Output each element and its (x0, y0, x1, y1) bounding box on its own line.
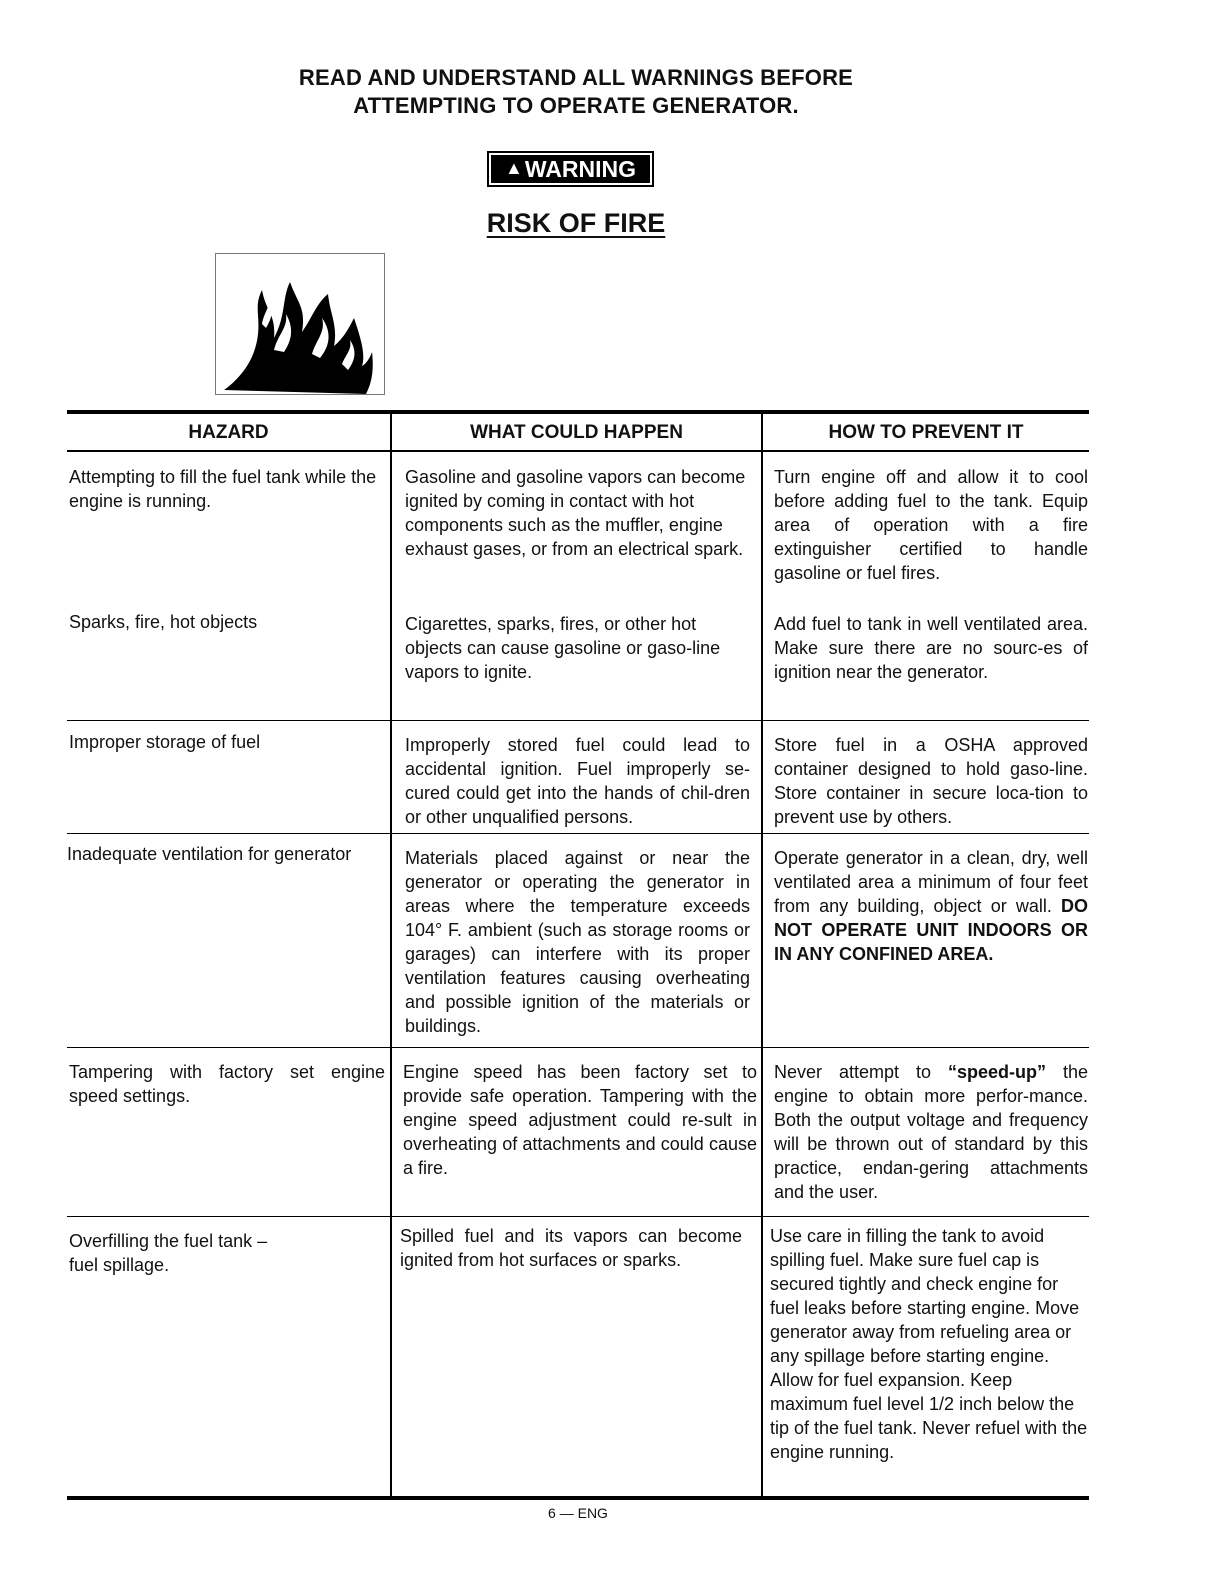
flame-icon (216, 254, 386, 396)
prevent-cell (774, 1060, 1088, 1204)
column-divider (390, 414, 392, 1496)
column-header-what-could-happen: WHAT COULD HAPPEN (470, 422, 683, 443)
hazard-table (67, 410, 1089, 1500)
row-divider (67, 833, 1089, 834)
header-line-2: ATTEMPTING TO OPERATE GENERATOR. (353, 93, 799, 118)
happen-cell: Spilled fuel and its vapors can become ignited from hot surfaces or sparks. (400, 1226, 742, 1270)
column-header-how-to-prevent: HOW TO PREVENT IT (828, 422, 1024, 443)
prevent-cell: Add fuel to tank in well ventilated area. Make sure there are no sourc-es of ignition near the generator. (774, 614, 1088, 682)
prevent-cell: Store fuel in a OSHA approved container designed to hold gaso-line. Store container in secure loca-tion to prevent use by others. (774, 735, 1088, 827)
prevent-emphasis: “speed-up” (947, 1062, 1046, 1082)
warning-label: WARNING (524, 155, 636, 182)
header-line-1: READ AND UNDERSTAND ALL WARNINGS BEFORE (298, 65, 854, 90)
prevent-cell (774, 846, 1088, 966)
header-divider (67, 450, 1089, 452)
happen-cell: Engine speed has been factory set to provide safe operation. Tampering with the engine speed adjustment could re-sult in overheating of attachments and could cause a fire. (403, 1062, 757, 1178)
row-divider (67, 1216, 1089, 1217)
risk-title: RISK OF FIRE (486, 208, 666, 238)
fire-hazard-symbol (215, 253, 385, 395)
hazard-cell: Overfilling the fuel tank – fuel spillage. (69, 1231, 268, 1275)
prevent-cell: Turn engine off and allow it to cool before adding fuel to the tank. Equip area of operation with a fire extinguisher certified to handle gasoline or fuel fires. (774, 467, 1088, 583)
hazard-cell: Sparks, fire, hot objects (69, 612, 258, 632)
prevent-text: the engine to obtain more perfor-mance. Both the output voltage and frequency will be thrown out of standard by this practice, endan-gering attachments and the user. (774, 1062, 1088, 1202)
hazard-cell: Inadequate ventilation for generator (67, 844, 352, 864)
row-divider (67, 720, 1089, 721)
column-divider (761, 414, 763, 1496)
hazard-cell: Attempting to fill the fuel tank while the engine is running. (69, 467, 377, 511)
prevent-cell: Use care in filling the tank to avoid spilling fuel. Make sure fuel cap is secured tightly and check engine for fuel leaks before starting engine. Move generator away from refueling area or any spillage before starting engine. Allow for fuel expansion. Keep maximum fuel level 1/2 inch below the tip of the fuel tank. Never refuel with the engine running. (770, 1226, 1088, 1462)
hazard-cell: Tampering with factory set engine speed settings. (69, 1062, 385, 1106)
happen-cell: Cigarettes, sparks, fires, or other hot objects can cause gasoline or gaso-line vapors to ignite. (405, 614, 721, 682)
prevent-text: Never attempt to (774, 1062, 948, 1082)
page-footer: 6 — ENG (548, 1505, 608, 1521)
happen-cell: Materials placed against or near the generator or operating the generator in areas where the temperature exceeds 104° F. ambient (such as storage rooms or garages) can interfere with its proper ventilation features causing overheating and possible ignition of the materials or buildings. (405, 848, 750, 1036)
warning-badge (487, 151, 654, 187)
warning-triangle-icon: ▲ (505, 157, 523, 178)
page-header (0, 64, 1152, 120)
hazard-cell: Improper storage of fuel (69, 732, 261, 752)
happen-cell: Gasoline and gasoline vapors can become ignited by coming in contact with hot components such as the muffler, engine exhaust gases, or from an electrical spark. (405, 467, 746, 559)
happen-cell: Improperly stored fuel could lead to accidental ignition. Fuel improperly se-cured could get into the hands of chil-dren or other unqualified persons. (405, 735, 750, 827)
row-divider (67, 1047, 1089, 1048)
prevent-emphasis: DO NOT OPERATE UNIT INDOORS OR IN ANY CONFINED AREA. (774, 896, 1088, 964)
column-header-hazard: HAZARD (188, 422, 269, 443)
prevent-text: Operate generator in a clean, dry, well ventilated area a minimum of four feet from any building, object or wall. (774, 848, 1088, 916)
